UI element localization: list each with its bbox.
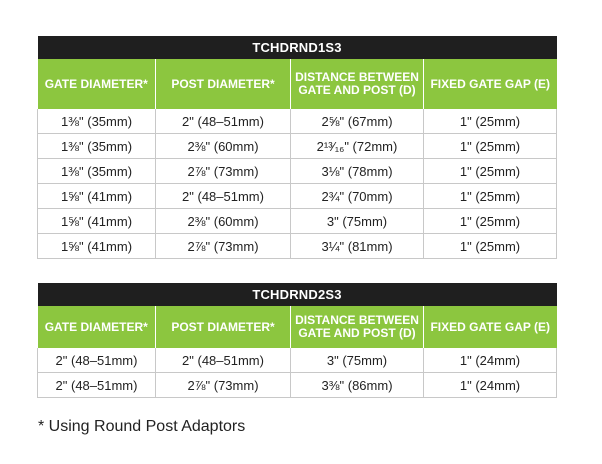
table-header-row xyxy=(38,59,557,109)
cell-fixed-gap: 1" (25mm) xyxy=(424,159,557,184)
cell-gate-diameter: 2" (48–51mm) xyxy=(38,348,156,373)
cell-gate-diameter: 1⅝" (41mm) xyxy=(38,184,156,209)
cell-fixed-gap: 1" (25mm) xyxy=(424,184,557,209)
header-fixed-gap: FIXED GATE GAP (E) xyxy=(424,59,557,109)
table-title-row xyxy=(38,36,557,59)
table-title: TCHDRND2S3 xyxy=(38,283,557,306)
table-title: TCHDRND1S3 xyxy=(38,36,557,59)
cell-post-diameter: 2⅞" (73mm) xyxy=(156,159,291,184)
cell-fixed-gap: 1" (25mm) xyxy=(424,209,557,234)
cell-distance: 3" (75mm) xyxy=(291,348,424,373)
cell-distance: 2¹³⁄₁₆" (72mm) xyxy=(291,134,424,159)
cell-gate-diameter: 1⅝" (41mm) xyxy=(38,209,156,234)
cell-fixed-gap: 1" (24mm) xyxy=(424,373,557,398)
header-post-diameter: POST DIAMETER* xyxy=(156,306,291,348)
table-row xyxy=(38,159,557,184)
cell-post-diameter: 2⅜" (60mm) xyxy=(156,209,291,234)
cell-post-diameter: 2⅜" (60mm) xyxy=(156,134,291,159)
cell-fixed-gap: 1" (25mm) xyxy=(424,234,557,259)
table-row xyxy=(38,209,557,234)
table-row xyxy=(38,373,557,398)
footnote: * Using Round Post Adaptors xyxy=(38,418,246,435)
cell-post-diameter: 2⅞" (73mm) xyxy=(156,373,291,398)
header-distance: DISTANCE BETWEEN GATE AND POST (D) xyxy=(291,59,424,109)
spec-table-tchdrnd2s3 xyxy=(37,283,557,398)
header-distance: DISTANCE BETWEEN GATE AND POST (D) xyxy=(291,306,424,348)
cell-distance: 3¼" (81mm) xyxy=(291,234,424,259)
table-row xyxy=(38,109,557,134)
cell-distance: 2¾" (70mm) xyxy=(291,184,424,209)
cell-gate-diameter: 1⅝" (41mm) xyxy=(38,234,156,259)
header-post-diameter: POST DIAMETER* xyxy=(156,59,291,109)
cell-post-diameter: 2" (48–51mm) xyxy=(156,348,291,373)
header-fixed-gap: FIXED GATE GAP (E) xyxy=(424,306,557,348)
cell-gate-diameter: 1⅜" (35mm) xyxy=(38,109,156,134)
cell-distance: 3⅜" (86mm) xyxy=(291,373,424,398)
cell-gate-diameter: 1⅜" (35mm) xyxy=(38,159,156,184)
table-header-row xyxy=(38,306,557,348)
cell-distance: 3⅛" (78mm) xyxy=(291,159,424,184)
cell-fixed-gap: 1" (24mm) xyxy=(424,348,557,373)
header-gate-diameter: GATE DIAMETER* xyxy=(38,306,156,348)
cell-fixed-gap: 1" (25mm) xyxy=(424,134,557,159)
cell-post-diameter: 2" (48–51mm) xyxy=(156,184,291,209)
table-title-row xyxy=(38,283,557,306)
table-row xyxy=(38,234,557,259)
table-row xyxy=(38,134,557,159)
spec-table-tchdrnd1s3 xyxy=(37,36,557,259)
header-gate-diameter: GATE DIAMETER* xyxy=(38,59,156,109)
cell-gate-diameter: 1⅜" (35mm) xyxy=(38,134,156,159)
cell-distance: 3" (75mm) xyxy=(291,209,424,234)
cell-fixed-gap: 1" (25mm) xyxy=(424,109,557,134)
cell-post-diameter: 2" (48–51mm) xyxy=(156,109,291,134)
cell-post-diameter: 2⅞" (73mm) xyxy=(156,234,291,259)
cell-distance: 2⅝" (67mm) xyxy=(291,109,424,134)
table-row xyxy=(38,184,557,209)
table-row xyxy=(38,348,557,373)
cell-gate-diameter: 2" (48–51mm) xyxy=(38,373,156,398)
